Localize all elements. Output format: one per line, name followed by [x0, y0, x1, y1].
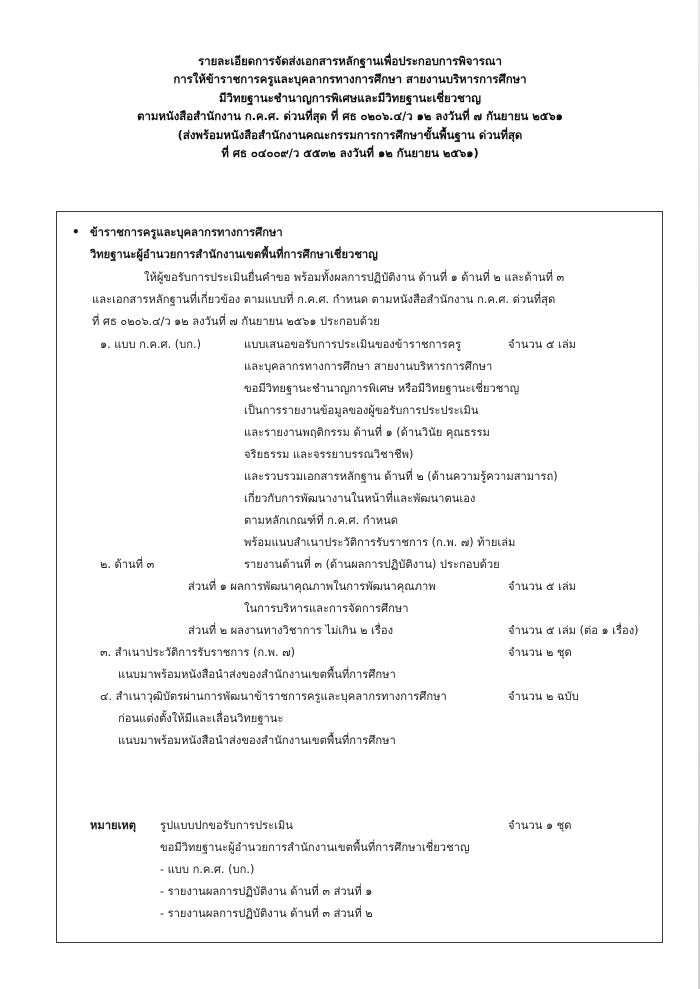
section-subheading: วิทยฐานะผู้อำนวยการสำนักงานเขตพื้นที่การศึกษาเชี่ยวชาญ: [90, 248, 378, 261]
bullet-icon: •: [72, 225, 80, 239]
remark-bullet: - รายงานผลการปฏิบัติงาน ด้านที่ ๓ ส่วนที่ ๑: [160, 885, 373, 898]
item-1-line: เกี่ยวกับการพัฒนางานในหน้าที่และพัฒนาตนเอง: [244, 492, 476, 505]
intro-line: และเอกสารหลักฐานที่เกี่ยวข้อง ตามแบบที่ ก.ค.ศ. กำหนด ตามหนังสือสำนักงาน ก.ค.ศ. ด่วนที่สุด: [92, 293, 556, 306]
header-line: การให้ข้าราชการครูและบุคลากรทางการศึกษา สายงานบริหารการศึกษา: [173, 72, 527, 87]
item-3-quantity: จำนวน ๒ ชุด: [508, 646, 572, 659]
item-3-label: ๓. สำเนาประวัติการรับราชการ (ก.พ. ๗): [100, 646, 295, 659]
header-line: มีวิทยฐานะชำนาญการพิเศษและมีวิทยฐานะเชี่ยวชาญ: [219, 90, 481, 105]
item-2-part-2: ส่วนที่ ๒ ผลงานทางวิชาการ ไม่เกิน ๒ เรื่อง: [188, 624, 394, 637]
document-header: [0, 52, 700, 162]
item-2-part-1-quantity: จำนวน ๕ เล่ม: [508, 580, 577, 593]
item-1-line: จริยธรรม และจรรยาบรรณวิชาชีพ): [244, 448, 414, 461]
item-2-description: รายงานด้านที่ ๓ (ด้านผลการปฏิบัติงาน) ประกอบด้วย: [244, 558, 500, 571]
remark-line-2: ขอมีวิทยฐานะผู้อำนวยการสำนักงานเขตพื้นที่การศึกษาเชี่ยวชาญ: [160, 841, 470, 854]
item-1-line: ขอมีวิทยฐานะชำนาญการพิเศษ หรือมีวิทยฐานะเชี่ยวชาญ: [244, 382, 520, 395]
header-line: (ส่งพร้อมหนังสือสำนักงานคณะกรรมการการศึกษาขั้นพื้นฐาน ด่วนที่สุด: [177, 127, 523, 142]
remark-label: หมายเหตุ: [90, 819, 137, 832]
section-heading: ข้าราชการครูและบุคลากรทางการศึกษา: [90, 226, 283, 239]
item-1-label: ๑. แบบ ก.ค.ศ. (บก.): [100, 338, 201, 351]
item-2-part-1-continued: ในการบริหารและการจัดการศึกษา: [244, 602, 409, 615]
header-line: ที่ ศธ ๐๔๐๐๙/ว ๕๕๓๒ ลงวันที่ ๑๒ กันยายน ๒๕๖๑): [221, 146, 479, 161]
item-1-line: พร้อมแนบสำเนาประวัติการรับราชการ (ก.พ. ๗) ท้ายเล่ม: [244, 536, 516, 549]
item-1-line: แบบเสนอขอรับการประเมินของข้าราชการครู: [244, 338, 462, 351]
item-2-part-2-quantity: จำนวน ๕ เล่ม (ต่อ ๑ เรื่อง): [508, 624, 639, 637]
item-4-quantity: จำนวน ๒ ฉบับ: [508, 690, 579, 703]
item-1-line: และรวบรวมเอกสารหลักฐาน ด้านที่ ๒ (ด้านความรู้ความสามารถ): [244, 470, 558, 483]
intro-line: ให้ผู้ขอรับการประเมินยื่นคำขอ พร้อมทั้งผลการปฏิบัติงาน ด้านที่ ๑ ด้านที่ ๒ และด้านที่ ๓: [144, 271, 565, 284]
item-4-line-2: ก่อนแต่งตั้งให้มีและเลื่อนวิทยฐานะ: [118, 712, 284, 725]
item-1-line: เป็นการรายงานข้อมูลของผู้ขอรับการประประเมิน: [244, 404, 479, 417]
item-3-note: แนบมาพร้อมหนังสือนำส่งของสำนักงานเขตพื้นที่การศึกษา: [118, 668, 396, 681]
item-1-line: และรายงานพฤติกรรม ด้านที่ ๑ (ด้านวินัย คุณธรรม: [244, 426, 490, 439]
item-2-part-1: ส่วนที่ ๑ ผลการพัฒนาคุณภาพในการพัฒนาคุณภาพ: [188, 580, 436, 593]
header-line: ตามหนังสือสำนักงาน ก.ค.ศ. ด่วนที่สุด ที่ ศธ ๐๒๐๖.๔/ว ๑๒ ลงวันที่ ๗ กันยายน ๒๕๖๑: [137, 109, 563, 124]
remark-bullet: - รายงานผลการปฏิบัติงาน ด้านที่ ๓ ส่วนที่ ๒: [160, 907, 373, 920]
item-2-label: ๒. ด้านที่ ๓: [100, 558, 155, 571]
item-1-line: ตามหลักเกณฑ์ที่ ก.ค.ศ. กำหนด: [244, 514, 399, 527]
intro-line: ที่ ศธ ๐๒๐๖.๔/ว ๑๒ ลงวันที่ ๗ กันยายน ๒๕๖๑ ประกอบด้วย: [92, 315, 380, 328]
remark-quantity: จำนวน ๑ ชุด: [508, 819, 572, 832]
header-line: รายละเอียดการจัดส่งเอกสารหลักฐานเพื่อประกอบการพิจารณา: [198, 54, 502, 68]
item-1-quantity: จำนวน ๕ เล่ม: [508, 338, 577, 351]
item-1-line: และบุคลากรทางการศึกษา สายงานบริหารการศึกษา: [244, 360, 493, 373]
remark-bullet: - แบบ ก.ค.ศ. (บก.): [160, 863, 255, 876]
item-4-note: แนบมาพร้อมหนังสือนำส่งของสำนักงานเขตพื้นที่การศึกษา: [118, 734, 396, 747]
item-4-label: ๔. สำเนาวุฒิบัตรผ่านการพัฒนาข้าราชการครูและบุคลากรทางการศึกษา: [100, 690, 447, 703]
remark-line-1: รูปแบบปกขอรับการประเมิน: [160, 819, 293, 832]
